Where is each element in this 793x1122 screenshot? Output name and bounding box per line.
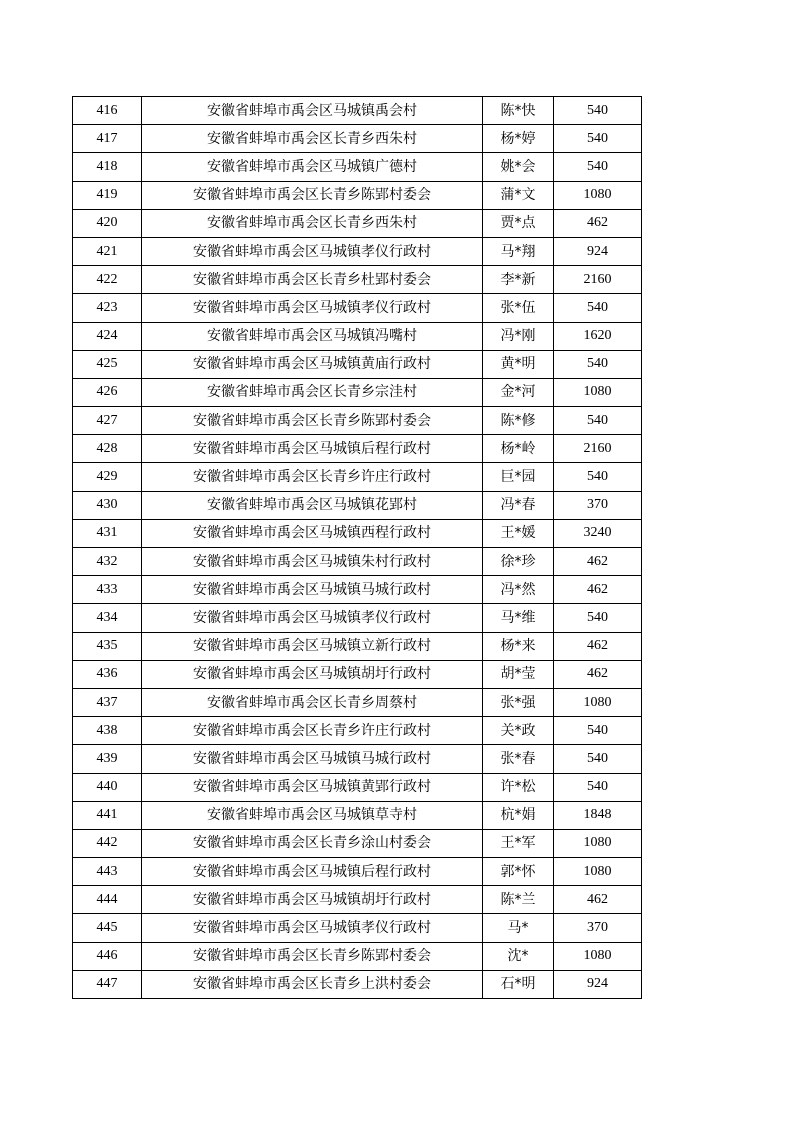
subsidy-table — [72, 96, 642, 999]
row-number: 441 — [73, 801, 142, 829]
row-number: 416 — [73, 97, 142, 125]
address-cell: 安徽省蚌埠市禹会区长青乡陈郢村委会 — [142, 181, 483, 209]
person-name-cell: 金*河 — [483, 378, 554, 406]
amount-cell: 540 — [554, 717, 642, 745]
table-row — [73, 378, 642, 406]
address-cell: 安徽省蚌埠市禹会区长青乡周蔡村 — [142, 688, 483, 716]
person-name-cell: 关*政 — [483, 717, 554, 745]
table-row — [73, 491, 642, 519]
row-number: 431 — [73, 519, 142, 547]
address-cell: 安徽省蚌埠市禹会区马城镇禹会村 — [142, 97, 483, 125]
table-row — [73, 970, 642, 998]
row-number: 438 — [73, 717, 142, 745]
table-row — [73, 801, 642, 829]
table-row — [73, 660, 642, 688]
amount-cell: 1080 — [554, 858, 642, 886]
amount-cell: 462 — [554, 548, 642, 576]
address-cell: 安徽省蚌埠市禹会区马城镇广德村 — [142, 153, 483, 181]
person-name-cell: 胡*莹 — [483, 660, 554, 688]
address-cell: 安徽省蚌埠市禹会区长青乡陈郢村委会 — [142, 407, 483, 435]
address-cell: 安徽省蚌埠市禹会区马城镇胡圩行政村 — [142, 886, 483, 914]
row-number: 437 — [73, 688, 142, 716]
person-name-cell: 马*维 — [483, 604, 554, 632]
person-name-cell: 马* — [483, 914, 554, 942]
person-name-cell: 王*媛 — [483, 519, 554, 547]
row-number: 425 — [73, 350, 142, 378]
person-name-cell: 许*松 — [483, 773, 554, 801]
table-row — [73, 97, 642, 125]
address-cell: 安徽省蚌埠市禹会区长青乡陈郢村委会 — [142, 942, 483, 970]
person-name-cell: 蒲*文 — [483, 181, 554, 209]
table-row — [73, 237, 642, 265]
address-cell: 安徽省蚌埠市禹会区马城镇冯嘴村 — [142, 322, 483, 350]
person-name-cell: 陈*兰 — [483, 886, 554, 914]
row-number: 447 — [73, 970, 142, 998]
table-row — [73, 463, 642, 491]
row-number: 444 — [73, 886, 142, 914]
row-number: 434 — [73, 604, 142, 632]
table-row — [73, 576, 642, 604]
person-name-cell: 徐*珍 — [483, 548, 554, 576]
amount-cell: 462 — [554, 209, 642, 237]
amount-cell: 540 — [554, 407, 642, 435]
person-name-cell: 张*春 — [483, 745, 554, 773]
row-number: 445 — [73, 914, 142, 942]
person-name-cell: 杨*来 — [483, 632, 554, 660]
address-cell: 安徽省蚌埠市禹会区长青乡许庄行政村 — [142, 717, 483, 745]
address-cell: 安徽省蚌埠市禹会区马城镇黄郢行政村 — [142, 773, 483, 801]
amount-cell: 1080 — [554, 942, 642, 970]
amount-cell: 924 — [554, 237, 642, 265]
address-cell: 安徽省蚌埠市禹会区马城镇孝仪行政村 — [142, 237, 483, 265]
table-row — [73, 717, 642, 745]
table-row — [73, 886, 642, 914]
address-cell: 安徽省蚌埠市禹会区长青乡西朱村 — [142, 209, 483, 237]
table-row — [73, 548, 642, 576]
table-row — [73, 773, 642, 801]
table-row — [73, 322, 642, 350]
row-number: 443 — [73, 858, 142, 886]
amount-cell: 540 — [554, 745, 642, 773]
table-row — [73, 350, 642, 378]
amount-cell: 1080 — [554, 378, 642, 406]
address-cell: 安徽省蚌埠市禹会区马城镇立新行政村 — [142, 632, 483, 660]
person-name-cell: 陈*快 — [483, 97, 554, 125]
row-number: 418 — [73, 153, 142, 181]
row-number: 427 — [73, 407, 142, 435]
amount-cell: 540 — [554, 153, 642, 181]
person-name-cell: 冯*刚 — [483, 322, 554, 350]
row-number: 435 — [73, 632, 142, 660]
amount-cell: 540 — [554, 604, 642, 632]
table-row — [73, 942, 642, 970]
row-number: 440 — [73, 773, 142, 801]
address-cell: 安徽省蚌埠市禹会区马城镇朱村行政村 — [142, 548, 483, 576]
row-number: 446 — [73, 942, 142, 970]
row-number: 419 — [73, 181, 142, 209]
table-row — [73, 181, 642, 209]
amount-cell: 1848 — [554, 801, 642, 829]
amount-cell: 3240 — [554, 519, 642, 547]
address-cell: 安徽省蚌埠市禹会区长青乡杜郢村委会 — [142, 266, 483, 294]
row-number: 421 — [73, 237, 142, 265]
row-number: 430 — [73, 491, 142, 519]
address-cell: 安徽省蚌埠市禹会区马城镇孝仪行政村 — [142, 914, 483, 942]
table-row — [73, 209, 642, 237]
amount-cell: 540 — [554, 773, 642, 801]
amount-cell: 2160 — [554, 266, 642, 294]
table-row — [73, 914, 642, 942]
address-cell: 安徽省蚌埠市禹会区马城镇马城行政村 — [142, 745, 483, 773]
row-number: 422 — [73, 266, 142, 294]
person-name-cell: 贾*点 — [483, 209, 554, 237]
address-cell: 安徽省蚌埠市禹会区马城镇西程行政村 — [142, 519, 483, 547]
amount-cell: 1080 — [554, 181, 642, 209]
table-row — [73, 858, 642, 886]
table-body — [73, 97, 642, 999]
address-cell: 安徽省蚌埠市禹会区马城镇花郢村 — [142, 491, 483, 519]
person-name-cell: 杨*岭 — [483, 435, 554, 463]
row-number: 436 — [73, 660, 142, 688]
amount-cell: 462 — [554, 886, 642, 914]
row-number: 417 — [73, 125, 142, 153]
amount-cell: 462 — [554, 660, 642, 688]
row-number: 432 — [73, 548, 142, 576]
row-number: 420 — [73, 209, 142, 237]
person-name-cell: 杨*婷 — [483, 125, 554, 153]
person-name-cell: 黄*明 — [483, 350, 554, 378]
person-name-cell: 沈* — [483, 942, 554, 970]
address-cell: 安徽省蚌埠市禹会区长青乡上洪村委会 — [142, 970, 483, 998]
table-row — [73, 829, 642, 857]
person-name-cell: 郭*怀 — [483, 858, 554, 886]
table-row — [73, 604, 642, 632]
row-number: 439 — [73, 745, 142, 773]
address-cell: 安徽省蚌埠市禹会区马城镇草寺村 — [142, 801, 483, 829]
table-row — [73, 745, 642, 773]
amount-cell: 2160 — [554, 435, 642, 463]
amount-cell: 540 — [554, 125, 642, 153]
row-number: 426 — [73, 378, 142, 406]
table-row — [73, 266, 642, 294]
amount-cell: 462 — [554, 632, 642, 660]
address-cell: 安徽省蚌埠市禹会区长青乡西朱村 — [142, 125, 483, 153]
table-row — [73, 688, 642, 716]
row-number: 429 — [73, 463, 142, 491]
amount-cell: 1620 — [554, 322, 642, 350]
person-name-cell: 张*强 — [483, 688, 554, 716]
table-row — [73, 125, 642, 153]
table-row — [73, 632, 642, 660]
amount-cell: 540 — [554, 97, 642, 125]
person-name-cell: 巨*园 — [483, 463, 554, 491]
person-name-cell: 王*军 — [483, 829, 554, 857]
amount-cell: 924 — [554, 970, 642, 998]
person-name-cell: 姚*会 — [483, 153, 554, 181]
person-name-cell: 马*翔 — [483, 237, 554, 265]
person-name-cell: 石*明 — [483, 970, 554, 998]
person-name-cell: 李*新 — [483, 266, 554, 294]
person-name-cell: 冯*春 — [483, 491, 554, 519]
address-cell: 安徽省蚌埠市禹会区马城镇后程行政村 — [142, 858, 483, 886]
amount-cell: 462 — [554, 576, 642, 604]
table-row — [73, 407, 642, 435]
table-row — [73, 435, 642, 463]
row-number: 424 — [73, 322, 142, 350]
amount-cell: 1080 — [554, 829, 642, 857]
person-name-cell: 冯*然 — [483, 576, 554, 604]
person-name-cell: 杭*娟 — [483, 801, 554, 829]
address-cell: 安徽省蚌埠市禹会区马城镇后程行政村 — [142, 435, 483, 463]
address-cell: 安徽省蚌埠市禹会区马城镇马城行政村 — [142, 576, 483, 604]
address-cell: 安徽省蚌埠市禹会区长青乡涂山村委会 — [142, 829, 483, 857]
address-cell: 安徽省蚌埠市禹会区马城镇孝仪行政村 — [142, 294, 483, 322]
row-number: 423 — [73, 294, 142, 322]
address-cell: 安徽省蚌埠市禹会区马城镇黄庙行政村 — [142, 350, 483, 378]
amount-cell: 540 — [554, 350, 642, 378]
row-number: 433 — [73, 576, 142, 604]
table-row — [73, 294, 642, 322]
row-number: 428 — [73, 435, 142, 463]
amount-cell: 540 — [554, 294, 642, 322]
address-cell: 安徽省蚌埠市禹会区马城镇胡圩行政村 — [142, 660, 483, 688]
address-cell: 安徽省蚌埠市禹会区长青乡宗洼村 — [142, 378, 483, 406]
amount-cell: 370 — [554, 914, 642, 942]
amount-cell: 370 — [554, 491, 642, 519]
address-cell: 安徽省蚌埠市禹会区长青乡许庄行政村 — [142, 463, 483, 491]
address-cell: 安徽省蚌埠市禹会区马城镇孝仪行政村 — [142, 604, 483, 632]
person-name-cell: 张*伍 — [483, 294, 554, 322]
table-row — [73, 519, 642, 547]
amount-cell: 1080 — [554, 688, 642, 716]
table-row — [73, 153, 642, 181]
row-number: 442 — [73, 829, 142, 857]
person-name-cell: 陈*修 — [483, 407, 554, 435]
amount-cell: 540 — [554, 463, 642, 491]
